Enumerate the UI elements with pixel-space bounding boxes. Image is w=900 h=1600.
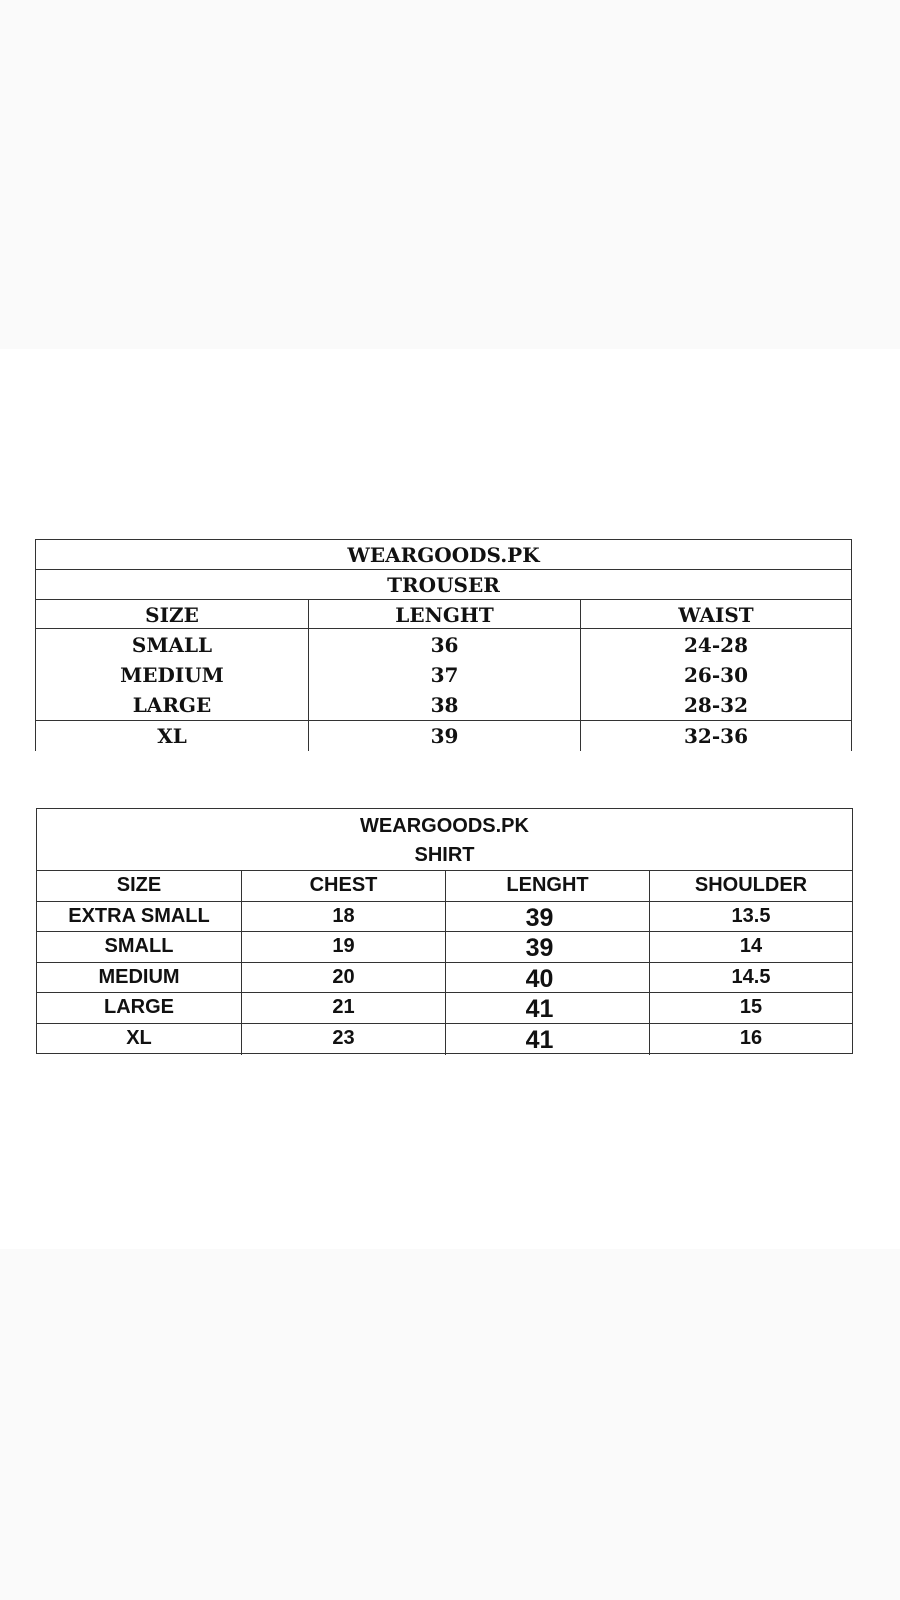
shirt-cell-chest: 20 xyxy=(241,963,445,994)
top-background-band xyxy=(0,0,900,349)
trouser-waist-column xyxy=(580,629,851,720)
shirt-cell-length-wrap xyxy=(445,932,649,963)
shirt-cell-length: 40 xyxy=(525,964,554,993)
shirt-row-extra-small xyxy=(37,901,852,932)
trouser-header-row xyxy=(35,599,852,629)
trouser-cell-length: 38 xyxy=(430,693,459,717)
shirt-cell-size: SMALL xyxy=(104,935,174,957)
shirt-cell-shoulder: 13.5 xyxy=(649,902,852,933)
shirt-header-row xyxy=(37,870,852,901)
shirt-header-length: LENGHT xyxy=(445,871,649,901)
shirt-cell-shoulder: 14.5 xyxy=(649,963,852,994)
trouser-title: TROUSER xyxy=(387,573,500,597)
trouser-cell-size: XL xyxy=(36,720,308,751)
shirt-cell-shoulder: 14 xyxy=(649,932,852,963)
shirt-size-table xyxy=(36,808,853,1054)
shirt-cell-size: XL xyxy=(126,1026,152,1049)
shirt-cell-shoulder: 15 xyxy=(649,993,852,1024)
bottom-background-band xyxy=(0,1249,900,1600)
shirt-row-medium xyxy=(37,962,852,993)
trouser-row-xl xyxy=(35,720,852,751)
shirt-cell-length-wrap xyxy=(445,993,649,1024)
shirt-cell-length: 39 xyxy=(525,934,554,962)
trouser-cell-waist: 26-30 xyxy=(684,663,748,687)
shirt-cell-length-wrap xyxy=(445,963,649,994)
shirt-cell-chest: 21 xyxy=(241,993,445,1024)
trouser-cell-length: 37 xyxy=(430,663,459,687)
trouser-size-column xyxy=(36,629,308,720)
trouser-brand-row xyxy=(35,539,852,569)
trouser-header-waist: WAIST xyxy=(580,599,851,629)
shirt-cell-shoulder: 16 xyxy=(649,1024,852,1055)
shirt-cell-chest: 23 xyxy=(241,1024,445,1055)
shirt-header-shoulder: SHOULDER xyxy=(649,871,852,901)
trouser-header-length: LENGHT xyxy=(308,599,580,629)
trouser-body-rows xyxy=(35,629,852,720)
trouser-cell-size: LARGE xyxy=(132,693,212,717)
size-chart-panel xyxy=(0,349,900,1249)
trouser-title-row xyxy=(35,569,852,599)
shirt-row-small xyxy=(37,931,852,962)
shirt-cell-size: MEDIUM xyxy=(98,965,180,988)
shirt-cell-chest: 19 xyxy=(241,932,445,963)
shirt-cell-length-wrap xyxy=(445,1024,649,1055)
trouser-cell-length: 39 xyxy=(308,720,580,751)
shirt-title: SHIRT xyxy=(414,844,475,866)
trouser-header-size: SIZE xyxy=(36,599,308,629)
trouser-cell-waist: 32-36 xyxy=(580,720,851,751)
shirt-row-xl xyxy=(37,1023,852,1054)
trouser-brand: WEARGOODS.PK xyxy=(347,543,540,567)
shirt-title-block xyxy=(37,809,852,870)
trouser-cell-waist: 28-32 xyxy=(684,693,748,717)
trouser-cell-size: MEDIUM xyxy=(120,663,224,687)
shirt-cell-length-wrap xyxy=(445,902,649,933)
shirt-cell-size: LARGE xyxy=(104,996,174,1018)
shirt-cell-length: 41 xyxy=(525,995,554,1023)
shirt-cell-size: EXTRA SMALL xyxy=(68,904,210,927)
shirt-header-chest: CHEST xyxy=(241,871,445,901)
shirt-cell-length: 41 xyxy=(525,1025,554,1054)
shirt-header-size: SIZE xyxy=(116,874,162,896)
shirt-brand: WEARGOODS.PK xyxy=(360,815,529,837)
trouser-length-column xyxy=(308,629,580,720)
shirt-cell-length: 39 xyxy=(525,903,554,932)
trouser-size-table xyxy=(35,539,852,751)
trouser-cell-length: 36 xyxy=(430,633,459,657)
shirt-row-large xyxy=(37,992,852,1023)
trouser-cell-size: SMALL xyxy=(131,633,213,657)
trouser-cell-waist: 24-28 xyxy=(684,633,748,657)
shirt-cell-chest: 18 xyxy=(241,902,445,933)
